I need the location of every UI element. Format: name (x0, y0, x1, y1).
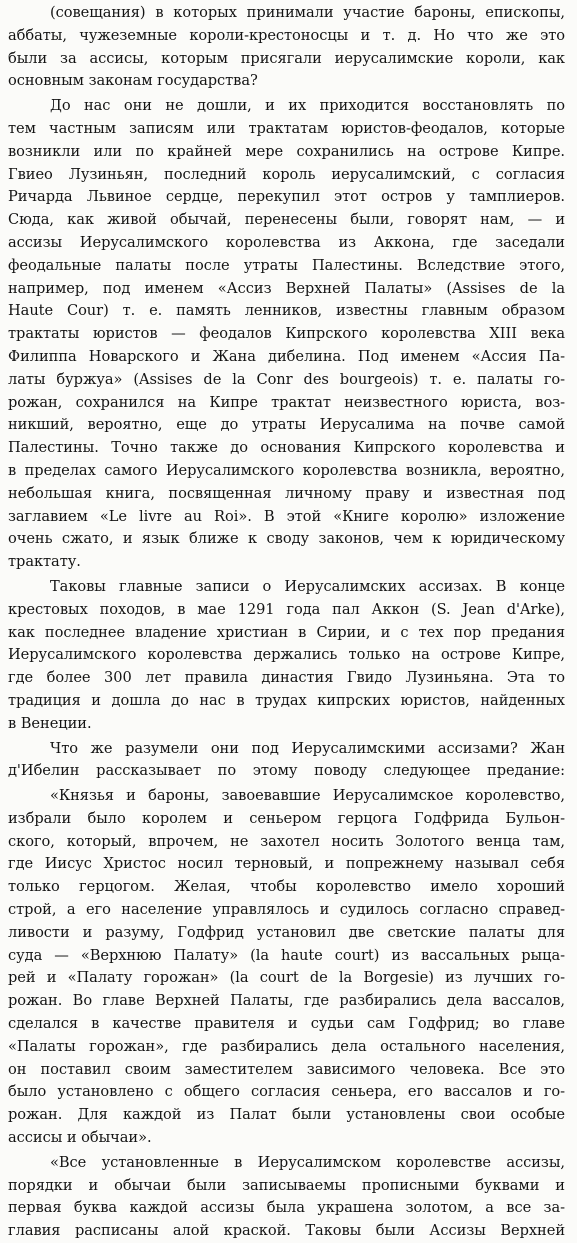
text-line: Палестины. Точно также до основания Кипрского королевства и (8, 439, 565, 457)
paragraph (8, 738, 565, 784)
text-line: Филиппа Новарского и Жана дибелина. Под именем «Ассия Па- (8, 347, 565, 365)
text-line: основным законам государства? (8, 72, 258, 90)
paragraph (8, 1152, 565, 1243)
text-line: порядки и обычаи были записываемы прописными буквами и (8, 1176, 565, 1194)
text-line: где более 300 лет правила династия Гвидо Лузиньяна. Эта то (8, 669, 565, 687)
paragraph (8, 576, 565, 736)
text-line: никший, вероятно, еще до утраты Иерусалима на почве самой (8, 416, 565, 434)
text-line: избрали было королем и сеньером герцога Годфрида Бульон- (8, 809, 565, 827)
text-line: ассисы и обычаи». (8, 1129, 152, 1147)
text-line: (совещания) в которых принимали участие бароны, епископы, (50, 4, 565, 21)
text-line: строй, а его население управлялось и судилось согласно справед- (8, 901, 565, 919)
paragraph (8, 2, 565, 93)
text-line: Иерусалимского королевства держались только на острове Кипре, (8, 646, 565, 664)
text-line: До нас они не дошли, и их приходится восстановлять по (50, 97, 565, 115)
text-line: аббаты, чужеземные короли-крестоносцы и т. д. Но что же это (8, 26, 565, 44)
text-line: возникли или по крайней мере сохранились на острове Кипре. (8, 142, 565, 160)
page-text (8, 2, 565, 1243)
text-line: традиция и дошла до нас в трудах кипрских юристов, найденных (8, 691, 565, 709)
text-line: Таковы главные записи о Иерусалимских ассизах. В конце (50, 577, 565, 595)
text-line: латы буржуа» (Assises de la Conr des bourgeois) т. е. палаты го- (8, 370, 565, 388)
text-line: главия расписаны алой краской. Таковы были Ассизы Верхней (8, 1222, 565, 1240)
text-line: «Все установленные в Иерусалимском королевстве ассизы, (50, 1153, 565, 1171)
text-line: где Иисус Христос носил терновый, и попрежнему называл себя (8, 855, 565, 873)
text-line: ливости и разуму, Годфрид установил две светские палаты для (8, 923, 565, 941)
text-line: трактату. (8, 553, 81, 571)
text-line: Что же разумели они под Иерусалимскими ассизами? Жан (50, 739, 565, 757)
text-line: Гвиео Лузиньян, последний король иерусалимский, с согласия (8, 165, 565, 183)
text-line: крестовых походов, в мае 1291 года пал Аккон (S. Jean d'Arke), (8, 600, 565, 618)
text-line: было установлено с общего согласия сеньера, его вассалов и го- (8, 1083, 565, 1101)
text-line: «Палаты горожан», где разбирались дела остального населения, (8, 1037, 565, 1055)
text-line: ского, который, впрочем, не захотел носить Золотого венца там, (8, 832, 565, 850)
paragraph (8, 785, 565, 1150)
text-line: очень сжато, и язык ближе к своду законов, чем к юридическому (8, 530, 565, 548)
text-line: небольшая книга, посвященная личному праву и известная под (8, 484, 565, 502)
text-line: как последнее владение христиан в Сирии, и с тех пор предания (8, 623, 565, 641)
text-line: ассизы Иерусалимского королевства из Аккона, где заседали (8, 233, 565, 251)
text-line: Haute Cour) т. е. память ленников, известны главным образом (8, 302, 565, 320)
text-line: сделался в качестве правителя и судьи сам Годфрид; во главе (8, 1015, 565, 1033)
text-line: д'Ибелин рассказывает по этому поводу следующее предание: (8, 762, 565, 780)
text-line: рожан. Во главе Верхней Палаты, где разбирались дела вассалов, (8, 992, 565, 1010)
text-line: Сюда, как живой обычай, перенесены были, говорят нам, — и (8, 211, 565, 229)
text-line: трактаты юристов — феодалов Кипрского королевства XIII века (8, 325, 565, 343)
text-line: суда — «Верхнюю Палату» (la haute court) из вассальных рыца- (8, 946, 565, 964)
text-line: Ричарда Львиное сердце, перекупил этот остров у тамплиеров. (8, 188, 565, 206)
text-line: феодальные палаты после утраты Палестины. Вследствие этого, (8, 256, 565, 274)
text-line: первая буква каждой ассизы была украшена золотом, а все за- (8, 1199, 565, 1217)
paragraph (8, 95, 565, 574)
text-line: например, под именем «Ассиз Верхней Палаты» (Assises de la (8, 279, 565, 297)
text-line: рожан, сохранился на Кипре трактат неизвестного юриста, воз- (8, 393, 565, 411)
text-line: рей и «Палату горожан» (la court de la Borgesie) из лучших го- (8, 969, 565, 987)
text-line: в пределах самого Иерусалимского королевства возникла, вероятно, (8, 461, 565, 479)
text-line: только герцогом. Желая, чтобы королевство имело хороший (8, 878, 565, 896)
text-line: «Князья и бароны, завоевавшие Иерусалимское королевство, (50, 787, 565, 805)
text-line: он поставил своим заместителем зависимого человека. Все это (8, 1060, 565, 1078)
text-line: заглавием «Le livre au Roi». В этой «Книге королю» изложение (8, 507, 565, 525)
text-line: рожан. Для каждой из Палат были установлены свои особые (8, 1106, 565, 1124)
text-line: были за ассисы, которым присягали иерусалимские короли, как (8, 49, 565, 67)
text-line: в Венеции. (8, 714, 92, 732)
text-line: тем частным записям или трактатам юристов-феодалов, которые (8, 119, 565, 137)
